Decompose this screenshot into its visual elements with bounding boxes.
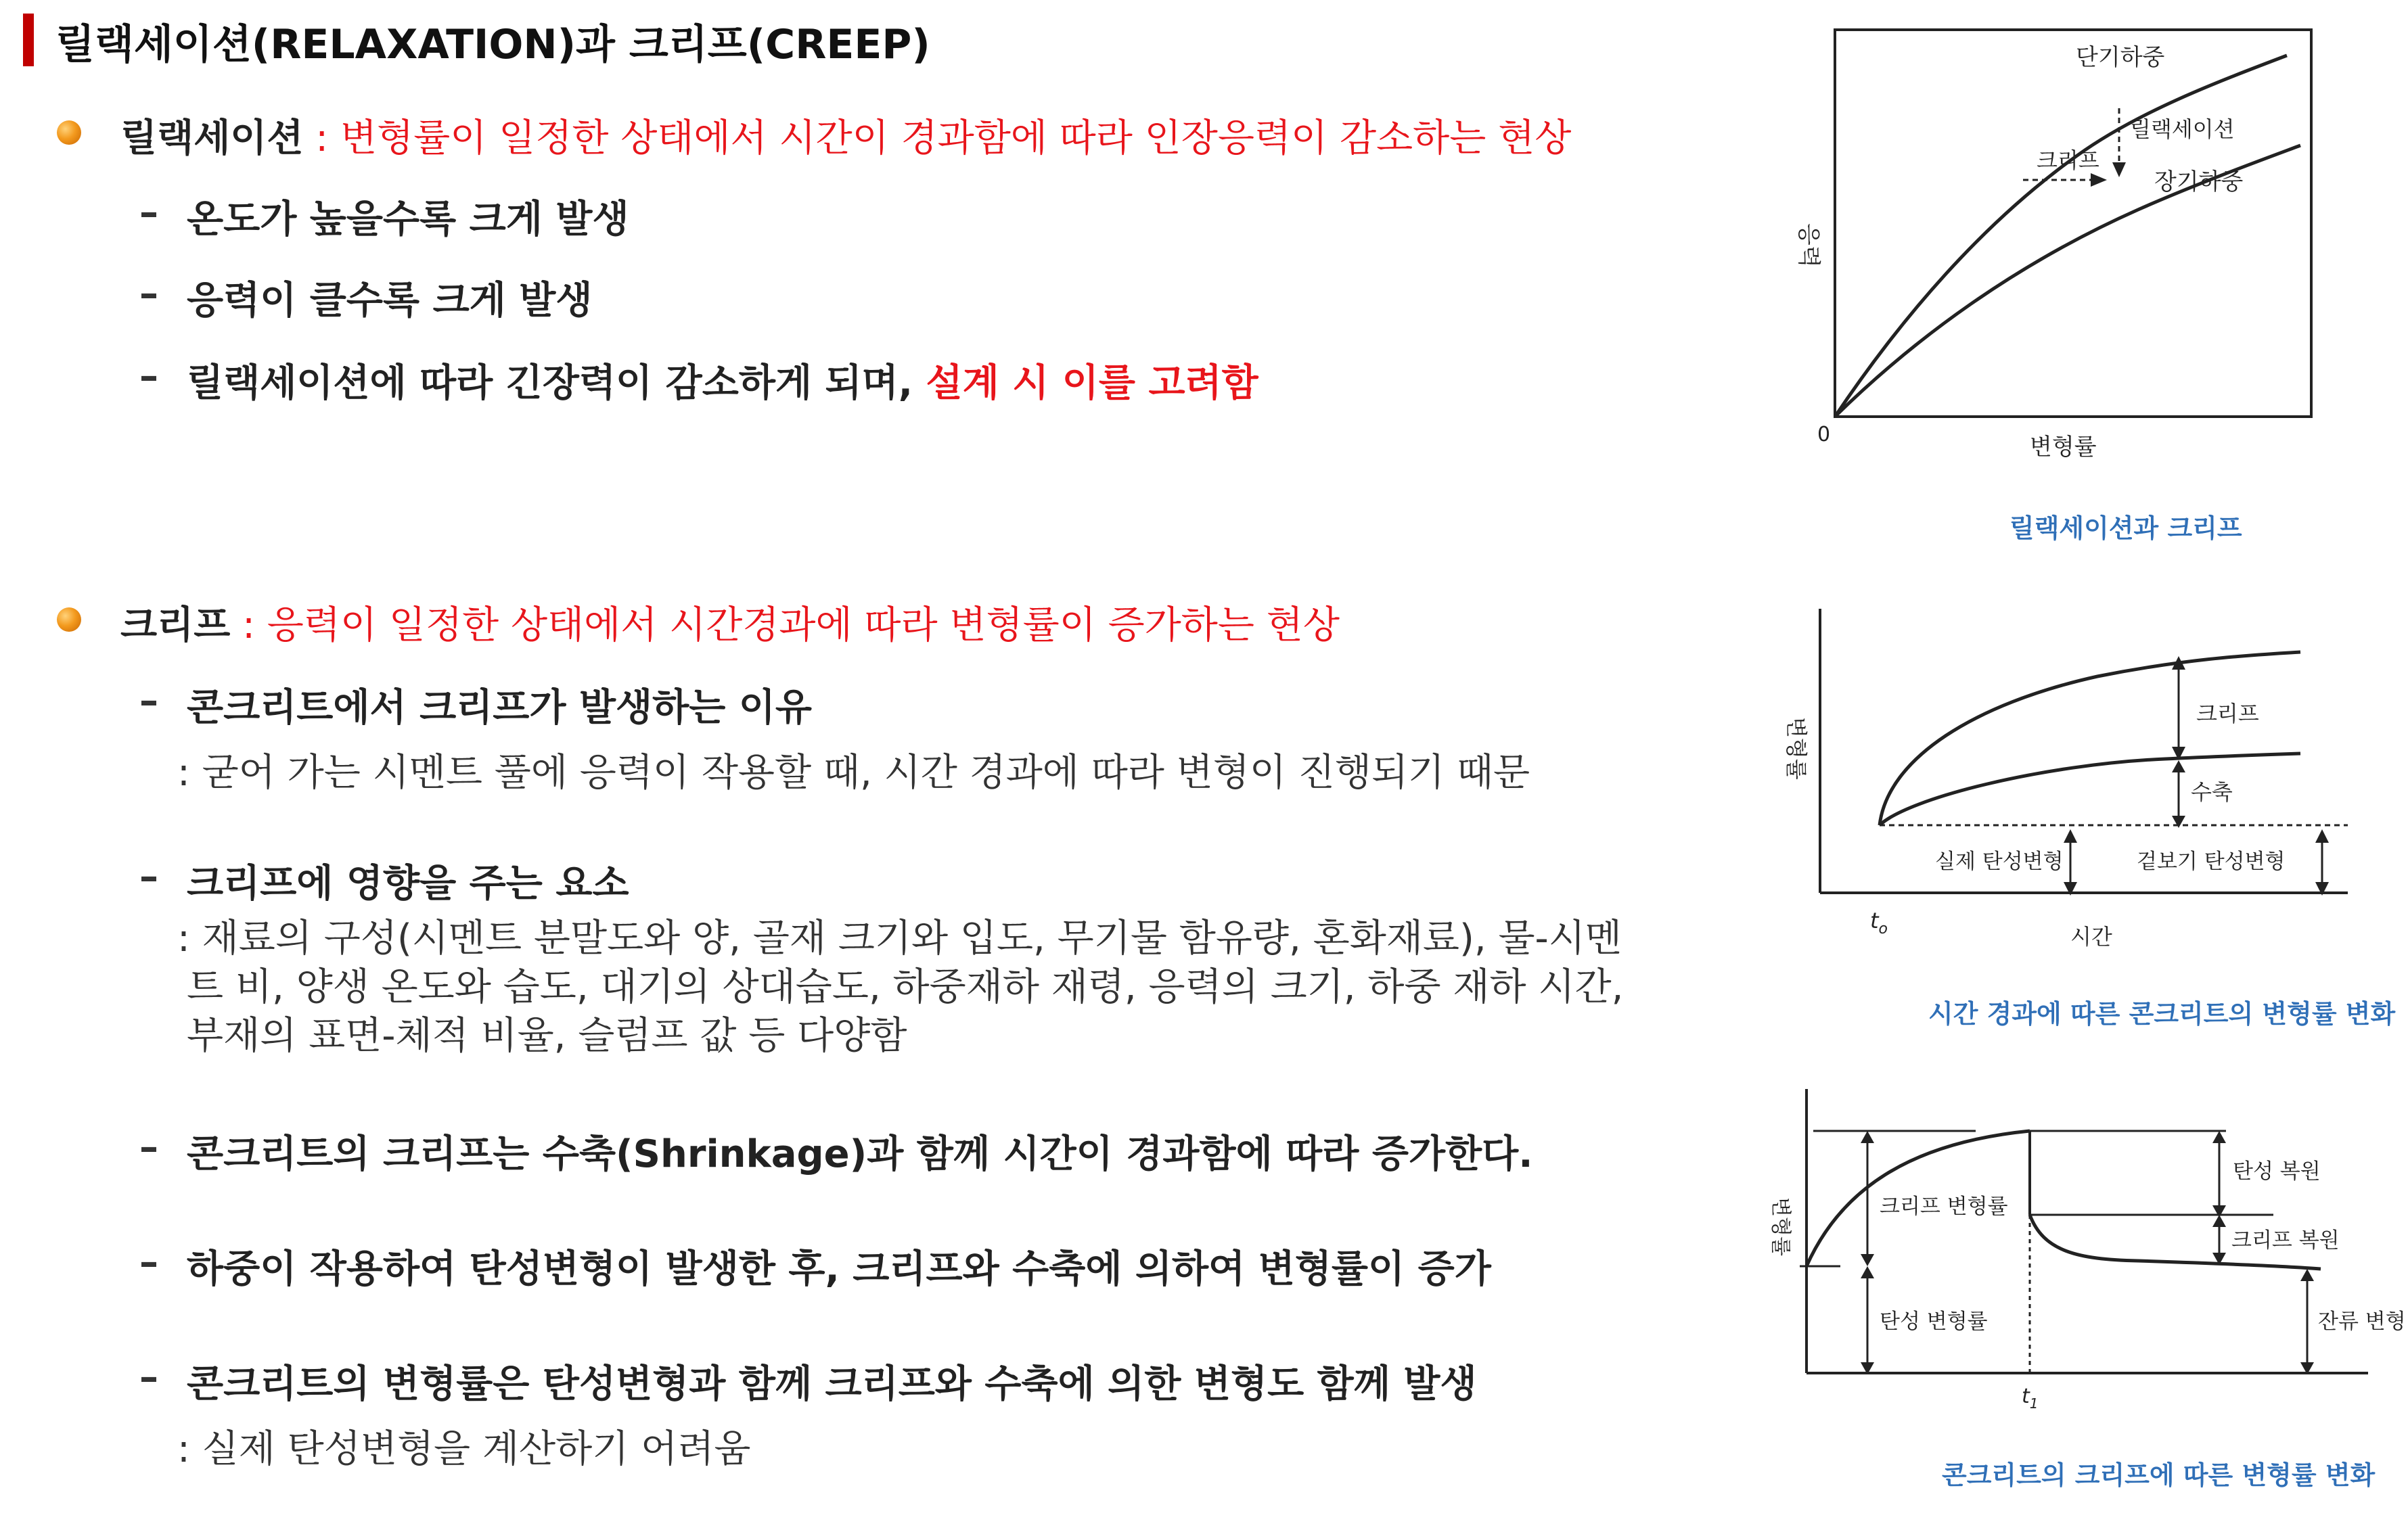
creep-label: 크리프 xyxy=(2196,701,2259,726)
figure-3-caption: 콘크리트의 크리프에 따른 변형률 변화 xyxy=(1942,1460,2376,1490)
elastic-strain-arrow-up-icon xyxy=(1861,1266,1874,1278)
short-load-label: 단기하중 xyxy=(2076,44,2165,71)
short-load-curve xyxy=(1835,55,2287,417)
creep-factor-title: 크리프에 영향을 주는 요소 xyxy=(187,862,629,906)
relaxation-label: 릴랙세이션 xyxy=(2130,116,2235,142)
strain-axis-label: 변형률 xyxy=(1769,1197,1792,1256)
figure-2-caption: 시간 경과에 따른 콘크리트의 변형률 변화 xyxy=(1928,999,2396,1029)
dash-marker: – xyxy=(139,191,158,235)
dash-marker: – xyxy=(139,1241,158,1284)
creep-point-3: 콘크리트의 변형률은 탄성변형과 함께 크리프와 수축에 의한 변형도 함께 발생 xyxy=(187,1362,1477,1406)
actual-elastic-label: 실제 탄성변형 xyxy=(1935,850,2064,874)
relaxation-arrowhead-icon xyxy=(2112,162,2126,177)
creep-definition xyxy=(120,595,1340,649)
orange-bullet-icon xyxy=(57,607,81,632)
apparent-elastic-label: 겉보기 탄성변형 xyxy=(2137,850,2286,874)
shrinkage-label: 수축 xyxy=(2191,779,2233,805)
dash-marker: – xyxy=(139,1126,158,1169)
creep-definition-text: : 응력이 일정한 상태에서 시간경과에 따라 변형률이 증가하는 현상 xyxy=(230,603,1340,647)
dash-marker: – xyxy=(139,272,158,316)
creep-arrowhead-icon xyxy=(2091,173,2107,187)
total-strain-curve xyxy=(1880,652,2300,825)
creep-term: 크리프 xyxy=(120,603,231,647)
dash-marker: – xyxy=(139,855,158,899)
relaxation-item-2: 응력이 클수록 크게 발생 xyxy=(187,279,593,323)
figure-1-frame xyxy=(1835,30,2311,417)
dash-marker: – xyxy=(139,1355,158,1399)
title-accent-bar xyxy=(23,14,34,66)
dash-marker: – xyxy=(139,354,158,398)
orange-bullet-icon xyxy=(57,120,81,145)
strain-time-figure xyxy=(1759,595,2368,960)
relaxation-item-3-emphasis: 설계 시 이를 고려함 xyxy=(926,361,1258,405)
creep-recovery-label: 크리프 복원 xyxy=(2231,1228,2340,1253)
creep-recovery-arrow-up-icon xyxy=(2212,1215,2226,1227)
residual-label: 잔류 변형 xyxy=(2318,1309,2406,1334)
residual-arrow-up-icon xyxy=(2300,1269,2314,1281)
dash-marker: – xyxy=(139,679,158,723)
creep-factor-line-2: 트 비, 양생 온도와 습도, 대기의 상대습도, 하중재하 재령, 응력의 크기, 하중 재하 시간, xyxy=(187,965,1624,1009)
t0-label: $t_o$ xyxy=(1870,908,1888,937)
creep-reason-text: : 굳어 가는 시멘트 풀에 응력이 작용할 때, 시간 경과에 따라 변형이 진행되기 때문 xyxy=(177,751,1530,795)
shrinkage-arrow-up-icon xyxy=(2172,760,2185,772)
time-axis-label: 시간 xyxy=(2070,924,2112,950)
relaxation-creep-figure xyxy=(1759,20,2314,460)
creep-point-1: 콘크리트의 크리프는 수축(Shrinkage)과 함께 시간이 경과함에 따라 증가한다. xyxy=(187,1132,1533,1176)
creep-factor-line-3: 부재의 표면-체적 비율, 슬럼프 값 등 다양함 xyxy=(187,1014,907,1058)
creep-point-2: 하중이 작용하여 탄성변형이 발생한 후, 크리프와 수축에 의하여 변형률이 증가 xyxy=(187,1247,1491,1291)
creep-strain-arrow-up-icon xyxy=(1861,1131,1874,1143)
origin-label: 0 xyxy=(1817,423,1831,446)
figure-1-caption: 릴랙세이션과 크리프 xyxy=(2009,513,2242,543)
creep-strain-arrow-down-icon xyxy=(1861,1254,1874,1266)
elastic-strain-label: 탄성 변형률 xyxy=(1880,1309,1988,1334)
relaxation-definition-text: : 변형률이 일정한 상태에서 시간이 경과함에 따라 인장응력이 감소하는 현상 xyxy=(303,116,1572,160)
creep-label: 크리프 xyxy=(2037,147,2099,173)
creep-reason-title: 콘크리트에서 크리프가 발생하는 이유 xyxy=(187,686,813,730)
apparent-elastic-arrow-up-icon xyxy=(2315,829,2329,843)
relaxation-definition xyxy=(120,108,1571,162)
creep-strain-label: 크리프 변형률 xyxy=(1880,1195,2008,1219)
creep-point-3-note: : 실제 탄성변형을 계산하기 어려움 xyxy=(177,1427,751,1471)
page-title: 릴랙세이션(RELAXATION)과 크리프(CREEP) xyxy=(55,21,930,68)
creep-factor-text xyxy=(177,914,1623,1061)
long-load-label: 장기하중 xyxy=(2154,168,2244,195)
actual-elastic-arrow-up-icon xyxy=(2064,829,2077,843)
stress-axis-label: 응력 xyxy=(1795,223,1822,268)
creep-factor-line-1: : 재료의 구성(시멘트 분말도와 양, 골재 크기와 입도, 무기물 함유량, 혼화재료), 물-시멘 xyxy=(177,917,1622,960)
strain-axis-label: 변형률 xyxy=(1784,717,1809,780)
t1-label: $t_1$ xyxy=(2022,1385,2039,1412)
elastic-recovery-arrow-up-icon xyxy=(2212,1131,2226,1143)
strain-axis-label: 변형률 xyxy=(2030,434,2097,461)
shrinkage-curve xyxy=(1880,754,2300,825)
creep-recovery-figure xyxy=(1759,1082,2406,1414)
relaxation-item-3 xyxy=(187,353,1258,407)
relaxation-term: 릴랙세이션 xyxy=(120,116,304,160)
relaxation-item-1: 온도가 높을수록 크게 발생 xyxy=(187,198,629,241)
elastic-recovery-label: 탄성 복원 xyxy=(2233,1159,2321,1184)
relaxation-item-3-text: 릴랙세이션에 따라 긴장력이 감소하게 되며, xyxy=(187,361,926,405)
